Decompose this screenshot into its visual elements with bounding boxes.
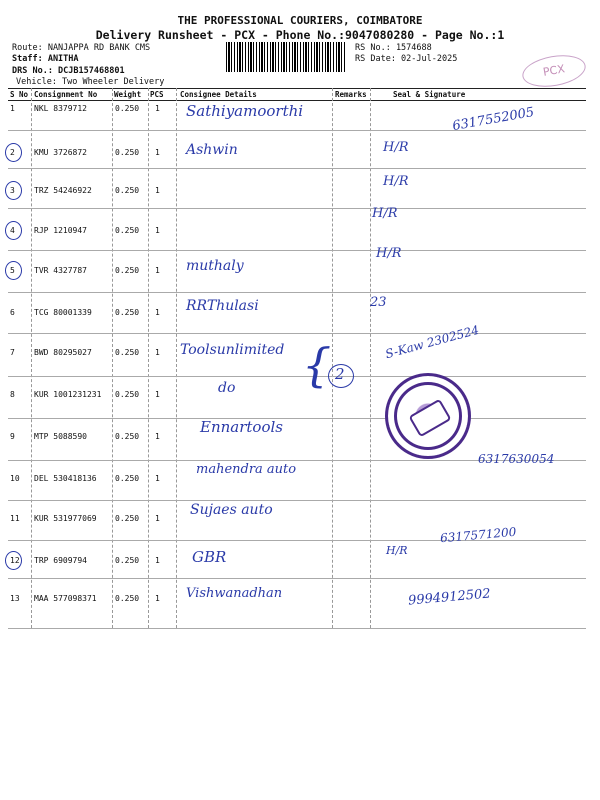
col-header-remarks: Remarks bbox=[335, 90, 367, 99]
handwritten-consignee: mahendra auto bbox=[196, 462, 297, 477]
company-title: THE PROFESSIONAL COURIERS, COIMBATORE bbox=[177, 14, 423, 27]
handwritten-consignee: Vishwanadhan bbox=[186, 586, 283, 601]
row-pcs: 1 bbox=[155, 514, 160, 523]
row-weight: 0.250 bbox=[115, 226, 140, 235]
row-pcs: 1 bbox=[155, 226, 160, 235]
row-consignment-no: DEL 530418136 bbox=[34, 474, 97, 483]
group-brace: { bbox=[302, 338, 332, 392]
handwritten-signature: H/R bbox=[383, 140, 409, 155]
col-header-seal-signature: Seal & Signature bbox=[393, 90, 466, 99]
group-mark-text: 2 bbox=[335, 365, 345, 383]
row-consignment-no: KUR 531977069 bbox=[34, 514, 97, 523]
row-weight: 0.250 bbox=[115, 594, 140, 603]
row-consignment-no: TRZ 54246922 bbox=[34, 186, 92, 195]
sno-circle-mark bbox=[5, 261, 22, 280]
row-pcs: 1 bbox=[155, 432, 160, 441]
row-pcs: 1 bbox=[155, 594, 160, 603]
table-top-border bbox=[8, 88, 586, 89]
row-consignment-no: TRP 6909794 bbox=[34, 556, 87, 565]
company-seal bbox=[385, 373, 471, 459]
row-sno: 3 bbox=[10, 186, 15, 195]
row-divider bbox=[8, 500, 586, 501]
row-weight: 0.250 bbox=[115, 348, 140, 357]
row-sno: 5 bbox=[10, 266, 15, 275]
col-header-pcs: PCS bbox=[150, 90, 164, 99]
row-consignment-no: RJP 1210947 bbox=[34, 226, 87, 235]
drs-label: DRS No.: DCJB157468801 bbox=[12, 66, 125, 76]
row-consignment-no: NKL 8379712 bbox=[34, 104, 87, 113]
row-sno: 11 bbox=[10, 514, 20, 523]
row-divider bbox=[8, 130, 586, 131]
row-weight: 0.250 bbox=[115, 390, 140, 399]
col-divider bbox=[332, 88, 333, 628]
col-header-consignee: Consignee Details bbox=[180, 90, 257, 99]
row-weight: 0.250 bbox=[115, 266, 140, 275]
row-weight: 0.250 bbox=[115, 556, 140, 565]
row-divider bbox=[8, 208, 586, 209]
sno-circle-mark bbox=[5, 181, 22, 200]
row-sno: 4 bbox=[10, 226, 15, 235]
row-weight: 0.250 bbox=[115, 474, 140, 483]
row-consignment-no: TVR 4327787 bbox=[34, 266, 87, 275]
row-divider bbox=[8, 250, 586, 251]
handwritten-signature: H/R bbox=[372, 206, 398, 221]
row-pcs: 1 bbox=[155, 390, 160, 399]
row-sno: 7 bbox=[10, 348, 15, 357]
handwritten-consignee: RRThulasi bbox=[186, 298, 259, 314]
handwritten-signature: S-Kaw 2302524 bbox=[383, 322, 481, 362]
handwritten-consignee: do bbox=[218, 380, 236, 396]
handwritten-signature: H/R bbox=[383, 174, 409, 189]
row-sno: 13 bbox=[10, 594, 20, 603]
pcx-stamp: PCX bbox=[520, 51, 588, 92]
barcode bbox=[226, 42, 346, 72]
handwritten-consignee: Sathiyamoorthi bbox=[186, 102, 304, 120]
handwritten-consignee: Ashwin bbox=[186, 142, 238, 158]
row-divider bbox=[8, 168, 586, 169]
row-sno: 6 bbox=[10, 308, 15, 317]
row-divider bbox=[8, 376, 586, 377]
row-consignment-no: BWD 80295027 bbox=[34, 348, 92, 357]
row-divider bbox=[8, 333, 586, 334]
col-divider bbox=[176, 88, 177, 628]
col-divider bbox=[112, 88, 113, 628]
row-divider bbox=[8, 578, 586, 579]
col-header-weight: Weight bbox=[114, 90, 142, 99]
handwritten-signature: 23 bbox=[370, 295, 387, 310]
handwritten-signature: 6317552005 bbox=[451, 104, 536, 135]
handwritten-consignee: muthaly bbox=[186, 258, 244, 274]
sno-circle-mark bbox=[5, 551, 22, 570]
row-pcs: 1 bbox=[155, 556, 160, 565]
row-pcs: 1 bbox=[155, 104, 160, 113]
row-pcs: 1 bbox=[155, 148, 160, 157]
row-divider bbox=[8, 418, 586, 419]
handwritten-signature: 6317571200 bbox=[439, 524, 517, 546]
sno-circle-mark bbox=[5, 221, 22, 240]
row-pcs: 1 bbox=[155, 348, 160, 357]
row-sno: 12 bbox=[10, 556, 20, 565]
row-divider bbox=[8, 292, 586, 293]
handwritten-consignee: Sujaes auto bbox=[190, 502, 273, 518]
row-sno: 8 bbox=[10, 390, 15, 399]
handwritten-consignee: GBR bbox=[192, 548, 227, 566]
runsheet-subtitle: Delivery Runsheet - PCX - Phone No.:9047080280 - Page No.:1 bbox=[95, 28, 505, 42]
row-consignment-no: TCG 80001339 bbox=[34, 308, 92, 317]
staff-label: Staff: ANITHA bbox=[12, 54, 79, 64]
row-weight: 0.250 bbox=[115, 514, 140, 523]
row-pcs: 1 bbox=[155, 308, 160, 317]
table-header-border bbox=[8, 100, 586, 101]
row-consignment-no: KMU 3726872 bbox=[34, 148, 87, 157]
row-weight: 0.250 bbox=[115, 186, 140, 195]
col-divider bbox=[370, 88, 371, 628]
row-sno: 10 bbox=[10, 474, 20, 483]
handwritten-signature: H/R bbox=[386, 544, 408, 557]
col-header-sno: S No bbox=[10, 90, 29, 99]
vehicle-label: Vehicle: Two Wheeler Delivery bbox=[16, 77, 165, 87]
row-pcs: 1 bbox=[155, 186, 160, 195]
sno-circle-mark bbox=[5, 143, 22, 162]
row-sno: 1 bbox=[10, 104, 15, 113]
col-header-consignment: Consignment No bbox=[34, 90, 98, 99]
row-pcs: 1 bbox=[155, 474, 160, 483]
handwritten-consignee: Ennartools bbox=[200, 418, 283, 436]
handwritten-signature: 6317630054 bbox=[478, 452, 555, 466]
rs-no-label: RS No.: 1574688 bbox=[355, 43, 432, 53]
row-sno: 9 bbox=[10, 432, 15, 441]
row-sno: 2 bbox=[10, 148, 15, 157]
row-weight: 0.250 bbox=[115, 104, 140, 113]
handwritten-signature: 9994912502 bbox=[407, 586, 492, 609]
row-pcs: 1 bbox=[155, 266, 160, 275]
row-consignment-no: MAA 577098371 bbox=[34, 594, 97, 603]
row-weight: 0.250 bbox=[115, 432, 140, 441]
row-consignment-no: KUR 1001231231 bbox=[34, 390, 102, 399]
row-divider bbox=[8, 628, 586, 629]
rs-date-label: RS Date: 02-Jul-2025 bbox=[355, 54, 458, 64]
row-weight: 0.250 bbox=[115, 308, 140, 317]
col-divider bbox=[148, 88, 149, 628]
handwritten-consignee: Toolsunlimited bbox=[180, 342, 285, 358]
route-label: Route: NANJAPPA RD BANK CMS bbox=[12, 43, 151, 53]
row-consignment-no: MTP 5088590 bbox=[34, 432, 87, 441]
row-weight: 0.250 bbox=[115, 148, 140, 157]
col-divider bbox=[31, 88, 32, 628]
handwritten-signature: H/R bbox=[376, 246, 402, 261]
